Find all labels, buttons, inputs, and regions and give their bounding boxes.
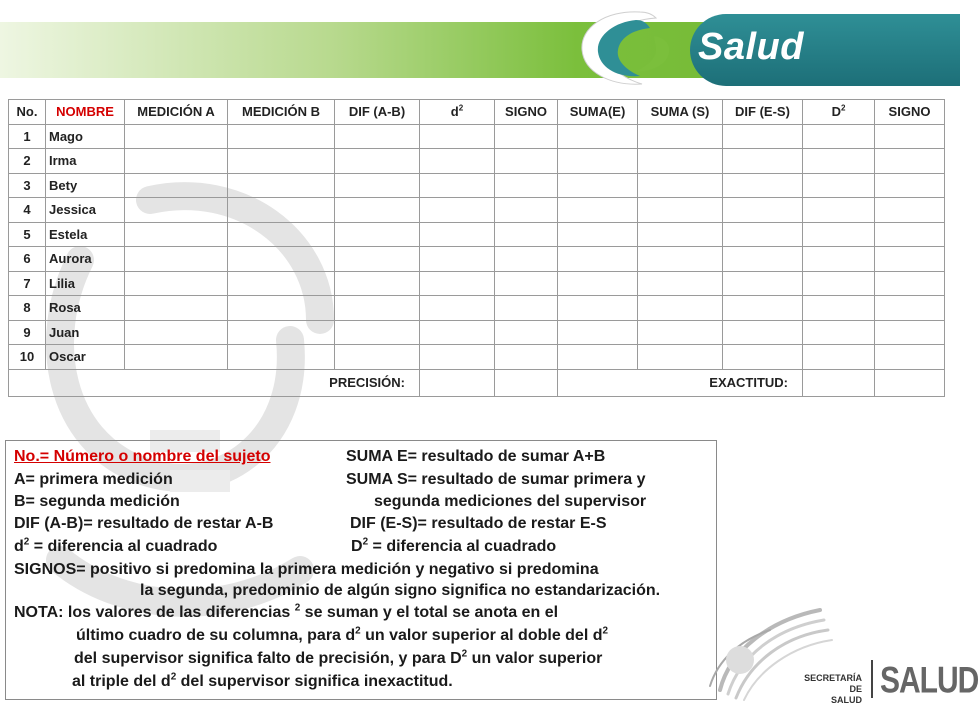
legend-no-definition: No.= Número o nombre del sujeto [14, 448, 271, 465]
cell-medicion-a[interactable] [125, 345, 228, 370]
header-dif-a-b: DIF (A-B) [335, 100, 420, 125]
evaluation-table [8, 99, 945, 397]
cell-suma-s[interactable] [638, 345, 723, 370]
cell-suma-s[interactable] [638, 271, 723, 296]
cell-d-squared[interactable] [420, 345, 495, 370]
cell-suma-e[interactable] [558, 198, 638, 223]
cell-suma-e[interactable] [558, 296, 638, 321]
header-dif-e-s: DIF (E-S) [723, 100, 803, 125]
table-row [9, 320, 945, 345]
cell-suma-e[interactable] [558, 149, 638, 174]
cell-suma-e[interactable] [558, 222, 638, 247]
legend-suma-e: SUMA E= resultado de sumar A+B [346, 448, 606, 465]
table-footer-row [9, 369, 945, 396]
cell-medicion-b[interactable] [228, 345, 335, 370]
cell-d-squared[interactable] [420, 296, 495, 321]
legend-d-squared: $d^2$ = diferencia al cuadrado [14, 536, 218, 555]
cell-d-squared[interactable] [420, 149, 495, 174]
cell-signo[interactable] [495, 320, 558, 345]
exactitude-cell-D[interactable] [803, 369, 875, 396]
cell-dif-e-s[interactable] [723, 320, 803, 345]
legend-nota-line4: al triple del $d^2$ del supervisor significa inexactitud. [72, 671, 453, 690]
legend-suma-s-cont: segunda mediciones del supervisor [374, 493, 647, 510]
cell-signo-2[interactable] [875, 271, 945, 296]
header-signo-2: SIGNO [875, 100, 945, 125]
cell-dif-a-b[interactable] [335, 124, 420, 149]
row-number: 5 [9, 222, 46, 247]
cell-medicion-a[interactable] [125, 247, 228, 272]
cell-suma-s[interactable] [638, 320, 723, 345]
cell-signo-2[interactable] [875, 173, 945, 198]
cell-D-squared[interactable] [803, 198, 875, 223]
row-name: Jessica [46, 198, 125, 223]
header-d-squared: $d^2$ [420, 100, 495, 125]
row-number: 9 [9, 320, 46, 345]
cell-dif-a-b[interactable] [335, 247, 420, 272]
cell-signo-2[interactable] [875, 296, 945, 321]
cell-medicion-a[interactable] [125, 198, 228, 223]
cell-D-squared[interactable] [803, 173, 875, 198]
cell-suma-s[interactable] [638, 247, 723, 272]
row-number: 10 [9, 345, 46, 370]
cell-signo-2[interactable] [875, 222, 945, 247]
cell-signo[interactable] [495, 296, 558, 321]
cell-dif-a-b[interactable] [335, 149, 420, 174]
cell-d-squared[interactable] [420, 173, 495, 198]
cell-dif-e-s[interactable] [723, 222, 803, 247]
cell-signo[interactable] [495, 198, 558, 223]
legend-signos: SIGNOS= positivo si predomina la primera medición y negativo si predomina [14, 561, 599, 578]
exactitude-label: EXACTITUD: [558, 369, 803, 396]
table-row [9, 345, 945, 370]
cell-dif-a-b[interactable] [335, 222, 420, 247]
cell-dif-a-b[interactable] [335, 198, 420, 223]
row-name: Aurora [46, 247, 125, 272]
legend-b: B= segunda medición [14, 493, 180, 510]
cell-dif-a-b[interactable] [335, 271, 420, 296]
brand-title: Salud [698, 26, 804, 68]
cell-d-squared[interactable] [420, 198, 495, 223]
row-name: Irma [46, 149, 125, 174]
header-signo: SIGNO [495, 100, 558, 125]
cell-suma-s[interactable] [638, 124, 723, 149]
cell-d-squared[interactable] [420, 124, 495, 149]
header-medicion-b: MEDICIÓN B [228, 100, 335, 125]
cell-dif-a-b[interactable] [335, 320, 420, 345]
cell-signo[interactable] [495, 124, 558, 149]
cell-dif-a-b[interactable] [335, 345, 420, 370]
cell-medicion-a[interactable] [125, 173, 228, 198]
table-row [9, 296, 945, 321]
cell-D-squared[interactable] [803, 222, 875, 247]
legend-nota-line3: del supervisor significa falto de precisión, y para $D^2$ un valor superior [74, 648, 603, 667]
cell-dif-a-b[interactable] [335, 173, 420, 198]
cell-D-squared[interactable] [803, 124, 875, 149]
cell-signo[interactable] [495, 345, 558, 370]
exactitude-cell-signo[interactable] [875, 369, 945, 396]
header-D-squared: $D^2$ [803, 100, 875, 125]
precision-label: PRECISIÓN: [9, 369, 420, 396]
cell-medicion-a[interactable] [125, 222, 228, 247]
cell-medicion-b[interactable] [228, 320, 335, 345]
cell-suma-e[interactable] [558, 124, 638, 149]
cell-signo[interactable] [495, 247, 558, 272]
legend-nota-line2: último cuadro de su columna, para $d^2$ un valor superior al doble del $d^2$ [76, 625, 609, 644]
row-number: 4 [9, 198, 46, 223]
cell-signo-2[interactable] [875, 320, 945, 345]
cell-medicion-a[interactable] [125, 124, 228, 149]
cell-signo[interactable] [495, 173, 558, 198]
cell-dif-e-s[interactable] [723, 173, 803, 198]
table-row [9, 247, 945, 272]
cell-signo[interactable] [495, 271, 558, 296]
header-suma-s: SUMA (S) [638, 100, 723, 125]
row-number: 7 [9, 271, 46, 296]
cell-suma-s[interactable] [638, 198, 723, 223]
cell-suma-e[interactable] [558, 320, 638, 345]
cell-D-squared[interactable] [803, 296, 875, 321]
cell-suma-e[interactable] [558, 271, 638, 296]
row-name: Juan [46, 320, 125, 345]
table-header-row [9, 100, 945, 125]
cell-medicion-a[interactable] [125, 271, 228, 296]
salud-logo-mark: SALUD [880, 660, 978, 702]
legend-a: A= primera medición [14, 471, 173, 488]
cell-medicion-a[interactable] [125, 149, 228, 174]
cell-medicion-b[interactable] [228, 124, 335, 149]
cell-medicion-b[interactable] [228, 149, 335, 174]
cell-signo-2[interactable] [875, 345, 945, 370]
cell-suma-e[interactable] [558, 247, 638, 272]
row-name: Estela [46, 222, 125, 247]
cell-D-squared[interactable] [803, 247, 875, 272]
header-suma-e: SUMA(E) [558, 100, 638, 125]
cell-d-squared[interactable] [420, 222, 495, 247]
cell-signo[interactable] [495, 149, 558, 174]
cell-suma-s[interactable] [638, 296, 723, 321]
legend-box [5, 440, 717, 700]
cell-d-squared[interactable] [420, 247, 495, 272]
cell-medicion-b[interactable] [228, 198, 335, 223]
header-nombre: NOMBRE [46, 100, 125, 125]
precision-cell-d[interactable] [420, 369, 495, 396]
cell-signo[interactable] [495, 222, 558, 247]
row-name: Lilia [46, 271, 125, 296]
cell-dif-e-s[interactable] [723, 271, 803, 296]
cell-suma-e[interactable] [558, 345, 638, 370]
header-medicion-a: MEDICIÓN A [125, 100, 228, 125]
cell-medicion-b[interactable] [228, 222, 335, 247]
cell-dif-a-b[interactable] [335, 296, 420, 321]
cell-signo-2[interactable] [875, 149, 945, 174]
table-row [9, 124, 945, 149]
row-number: 8 [9, 296, 46, 321]
table-row [9, 271, 945, 296]
legend-suma-s: SUMA S= resultado de sumar primera y [346, 471, 646, 488]
legend-signos-cont: la segunda, predominio de algún signo significa no estandarización. [140, 582, 661, 599]
cell-dif-e-s[interactable] [723, 247, 803, 272]
cell-dif-e-s[interactable] [723, 345, 803, 370]
cell-medicion-b[interactable] [228, 296, 335, 321]
cell-suma-e[interactable] [558, 173, 638, 198]
table-row [9, 173, 945, 198]
legend-dif-e-s: DIF (E-S)= resultado de restar E-S [350, 515, 607, 532]
cell-signo-2[interactable] [875, 124, 945, 149]
logo-divider [871, 660, 873, 698]
precision-cell-signo[interactable] [495, 369, 558, 396]
cell-d-squared[interactable] [420, 271, 495, 296]
cell-medicion-a[interactable] [125, 320, 228, 345]
table-row [9, 149, 945, 174]
header-no: No. [9, 100, 46, 125]
cell-signo-2[interactable] [875, 247, 945, 272]
table-row [9, 222, 945, 247]
cell-signo-2[interactable] [875, 198, 945, 223]
row-name: Rosa [46, 296, 125, 321]
legend-dif-a-b: DIF (A-B)= resultado de restar A-B [14, 515, 274, 532]
legend-nota: NOTA: los valores de las diferencias $^2$ se suman y el total se anota en el [14, 602, 559, 621]
salud-swirl-logo-icon [570, 6, 710, 90]
cell-medicion-b[interactable] [228, 173, 335, 198]
secretaria-label: SECRETARÍA DE SALUD [804, 673, 862, 705]
cell-D-squared[interactable] [803, 345, 875, 370]
cell-D-squared[interactable] [803, 271, 875, 296]
cell-d-squared[interactable] [420, 320, 495, 345]
row-number: 3 [9, 173, 46, 198]
row-name: Mago [46, 124, 125, 149]
cell-dif-e-s[interactable] [723, 124, 803, 149]
table-row [9, 198, 945, 223]
cell-dif-e-s[interactable] [723, 198, 803, 223]
row-name: Oscar [46, 345, 125, 370]
row-number: 1 [9, 124, 46, 149]
cell-suma-s[interactable] [638, 149, 723, 174]
cell-D-squared[interactable] [803, 149, 875, 174]
row-number: 2 [9, 149, 46, 174]
cell-dif-e-s[interactable] [723, 149, 803, 174]
cell-medicion-a[interactable] [125, 296, 228, 321]
cell-medicion-b[interactable] [228, 271, 335, 296]
cell-medicion-b[interactable] [228, 247, 335, 272]
cell-D-squared[interactable] [803, 320, 875, 345]
cell-suma-s[interactable] [638, 173, 723, 198]
cell-dif-e-s[interactable] [723, 296, 803, 321]
cell-suma-s[interactable] [638, 222, 723, 247]
legend-D-squared: $D^2$ = diferencia al cuadrado [351, 536, 557, 555]
row-name: Bety [46, 173, 125, 198]
row-number: 6 [9, 247, 46, 272]
